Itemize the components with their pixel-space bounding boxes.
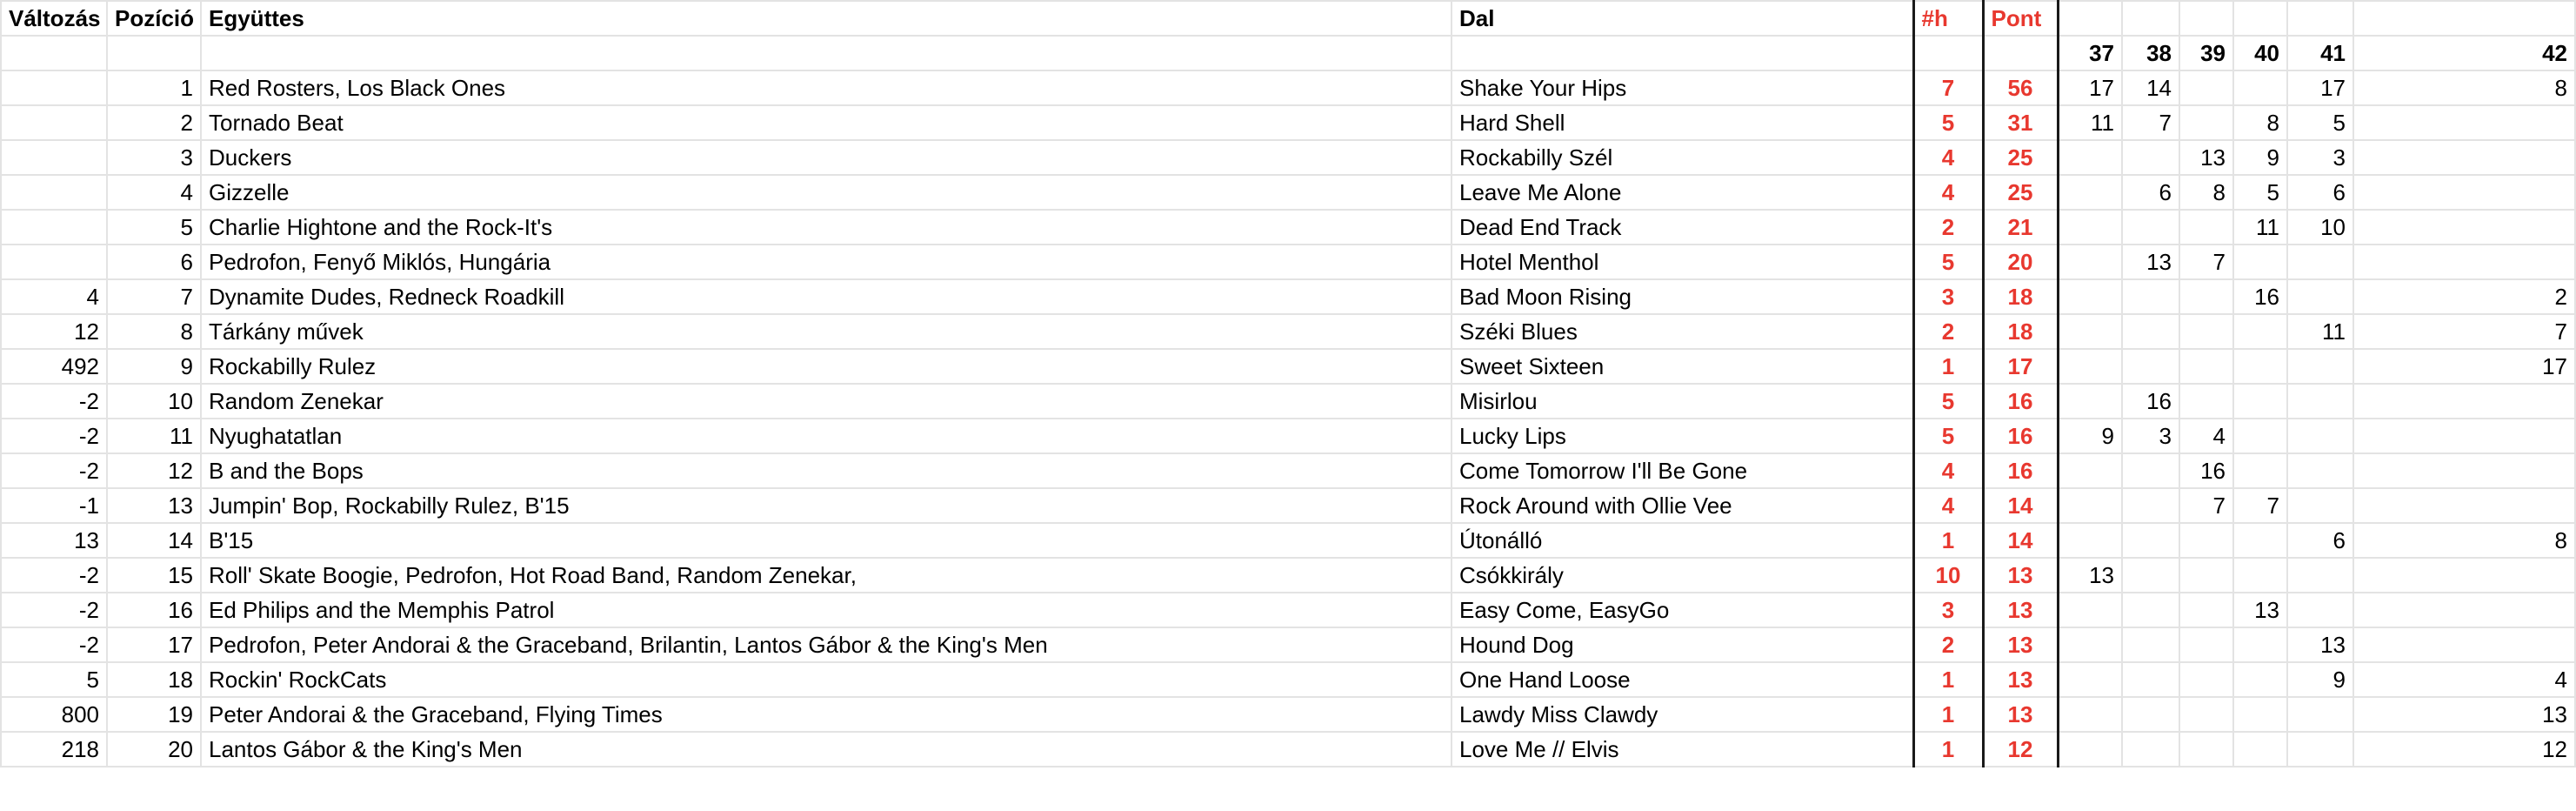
position-cell[interactable]: 14 [107, 523, 201, 558]
week-42-cell[interactable] [2353, 593, 2575, 627]
week-41-cell[interactable]: 6 [2287, 175, 2353, 210]
change-cell[interactable] [1, 175, 107, 210]
points-cell[interactable]: 16 [1983, 453, 2058, 488]
points-cell[interactable]: 18 [1983, 314, 2058, 349]
table-row [1, 210, 2575, 245]
week-39-cell[interactable]: 7 [2179, 488, 2233, 523]
week-40-cell[interactable] [2233, 523, 2287, 558]
week-38-cell[interactable] [2122, 314, 2179, 349]
week-41-cell[interactable] [2287, 558, 2353, 593]
week-38-cell[interactable]: 3 [2122, 419, 2179, 453]
change-cell[interactable]: -2 [1, 384, 107, 419]
week-38-cell[interactable] [2122, 732, 2179, 767]
week-37-cell[interactable] [2058, 175, 2122, 210]
week-38-cell[interactable] [2122, 627, 2179, 662]
week-38-cell[interactable] [2122, 349, 2179, 384]
week-40-cell[interactable] [2233, 558, 2287, 593]
week-39-cell[interactable] [2179, 662, 2233, 697]
header-change[interactable]: Változás [1, 1, 107, 36]
week-37-cell[interactable]: 11 [2058, 105, 2122, 140]
song-cell[interactable]: Hound Dog [1452, 627, 1913, 662]
week-38-cell[interactable]: 7 [2122, 105, 2179, 140]
band-cell[interactable]: Red Rosters, Los Black Ones [201, 70, 1452, 105]
song-cell[interactable]: Bad Moon Rising [1452, 279, 1913, 314]
week-39-cell[interactable] [2179, 70, 2233, 105]
band-cell[interactable]: Jumpin' Bop, Rockabilly Rulez, B'15 [201, 488, 1452, 523]
week-42-cell[interactable] [2353, 105, 2575, 140]
week-39-cell[interactable]: 13 [2179, 140, 2233, 175]
change-cell[interactable]: 4 [1, 279, 107, 314]
week-42-cell[interactable]: 12 [2353, 732, 2575, 767]
hits-cell[interactable]: 4 [1913, 140, 1983, 175]
hits-cell[interactable]: 1 [1913, 732, 1983, 767]
week-37-cell[interactable] [2058, 279, 2122, 314]
points-cell[interactable]: 12 [1983, 732, 2058, 767]
week-37-cell[interactable] [2058, 314, 2122, 349]
hits-cell[interactable]: 5 [1913, 419, 1983, 453]
week-41-cell[interactable] [2287, 245, 2353, 279]
week-38-cell[interactable] [2122, 662, 2179, 697]
position-cell[interactable]: 15 [107, 558, 201, 593]
song-cell[interactable]: Hotel Menthol [1452, 245, 1913, 279]
week-37-cell[interactable] [2058, 523, 2122, 558]
song-cell[interactable]: Dead End Track [1452, 210, 1913, 245]
week-42-cell[interactable] [2353, 627, 2575, 662]
song-cell[interactable]: Come Tomorrow I'll Be Gone [1452, 453, 1913, 488]
week-38-cell[interactable]: 14 [2122, 70, 2179, 105]
week-header-38[interactable]: 38 [2122, 36, 2179, 70]
week-42-cell[interactable]: 2 [2353, 279, 2575, 314]
band-cell[interactable]: Ed Philips and the Memphis Patrol [201, 593, 1452, 627]
week-40-cell[interactable] [2233, 732, 2287, 767]
song-cell[interactable]: Útonálló [1452, 523, 1913, 558]
week-38-cell[interactable]: 13 [2122, 245, 2179, 279]
table-row [1, 279, 2575, 314]
hits-cell[interactable]: 4 [1913, 175, 1983, 210]
points-cell[interactable]: 13 [1983, 558, 2058, 593]
header-band[interactable]: Együttes [201, 1, 1452, 36]
empty-cell[interactable] [1913, 36, 1983, 70]
table-row [1, 523, 2575, 558]
week-header-39[interactable]: 39 [2179, 36, 2233, 70]
week-37-cell[interactable] [2058, 697, 2122, 732]
week-40-cell[interactable] [2233, 349, 2287, 384]
week-39-cell[interactable] [2179, 314, 2233, 349]
empty-cell[interactable] [1, 36, 107, 70]
week-41-cell[interactable]: 6 [2287, 523, 2353, 558]
week-38-cell[interactable]: 16 [2122, 384, 2179, 419]
song-cell[interactable]: Széki Blues [1452, 314, 1913, 349]
song-cell[interactable]: Easy Come, EasyGo [1452, 593, 1913, 627]
hits-cell[interactable]: 3 [1913, 593, 1983, 627]
empty-cell[interactable] [1452, 36, 1913, 70]
week-42-cell[interactable] [2353, 558, 2575, 593]
week-42-cell[interactable]: 17 [2353, 349, 2575, 384]
week-40-cell[interactable]: 11 [2233, 210, 2287, 245]
song-cell[interactable]: Hard Shell [1452, 105, 1913, 140]
position-cell[interactable]: 16 [107, 593, 201, 627]
week-37-cell[interactable] [2058, 488, 2122, 523]
week-40-cell[interactable] [2233, 697, 2287, 732]
points-cell[interactable]: 56 [1983, 70, 2058, 105]
song-cell[interactable]: Rockabilly Szél [1452, 140, 1913, 175]
position-cell[interactable]: 17 [107, 627, 201, 662]
band-cell[interactable]: Duckers [201, 140, 1452, 175]
change-cell[interactable]: 492 [1, 349, 107, 384]
week-39-cell[interactable]: 8 [2179, 175, 2233, 210]
header-row [1, 1, 2575, 36]
hits-cell[interactable]: 10 [1913, 558, 1983, 593]
week-header-37[interactable]: 37 [2058, 36, 2122, 70]
header-empty-cell[interactable] [2287, 1, 2353, 36]
change-cell[interactable]: -2 [1, 558, 107, 593]
change-cell[interactable]: -2 [1, 419, 107, 453]
header-empty-cell[interactable] [2179, 1, 2233, 36]
week-40-cell[interactable] [2233, 245, 2287, 279]
header-points[interactable]: Pont [1983, 1, 2058, 36]
week-39-cell[interactable] [2179, 523, 2233, 558]
change-cell[interactable] [1, 210, 107, 245]
hits-cell[interactable]: 7 [1913, 70, 1983, 105]
points-cell[interactable]: 14 [1983, 523, 2058, 558]
week-39-cell[interactable] [2179, 558, 2233, 593]
week-42-cell[interactable]: 4 [2353, 662, 2575, 697]
week-37-cell[interactable] [2058, 732, 2122, 767]
change-cell[interactable]: 800 [1, 697, 107, 732]
week-37-cell[interactable] [2058, 245, 2122, 279]
week-39-cell[interactable] [2179, 279, 2233, 314]
week-40-cell[interactable]: 8 [2233, 105, 2287, 140]
change-cell[interactable]: 12 [1, 314, 107, 349]
position-cell[interactable]: 11 [107, 419, 201, 453]
week-42-cell[interactable] [2353, 488, 2575, 523]
table-row [1, 453, 2575, 488]
week-header-41[interactable]: 41 [2287, 36, 2353, 70]
song-cell[interactable]: Love Me // Elvis [1452, 732, 1913, 767]
table-row [1, 245, 2575, 279]
header-song[interactable]: Dal [1452, 1, 1913, 36]
week-41-cell[interactable] [2287, 279, 2353, 314]
song-cell[interactable]: One Hand Loose [1452, 662, 1913, 697]
empty-cell[interactable] [201, 36, 1452, 70]
position-cell[interactable]: 1 [107, 70, 201, 105]
week-40-cell[interactable] [2233, 314, 2287, 349]
table-row [1, 175, 2575, 210]
band-cell[interactable]: Nyughatatlan [201, 419, 1452, 453]
points-cell[interactable]: 16 [1983, 384, 2058, 419]
change-cell[interactable] [1, 105, 107, 140]
table-body [1, 1, 2575, 767]
table-row [1, 558, 2575, 593]
points-cell[interactable]: 21 [1983, 210, 2058, 245]
week-42-cell[interactable]: 8 [2353, 523, 2575, 558]
week-42-cell[interactable] [2353, 140, 2575, 175]
position-cell[interactable]: 19 [107, 697, 201, 732]
week-40-cell[interactable] [2233, 453, 2287, 488]
week-41-cell[interactable] [2287, 732, 2353, 767]
week-41-cell[interactable]: 10 [2287, 210, 2353, 245]
position-cell[interactable]: 13 [107, 488, 201, 523]
band-cell[interactable]: Rockin' RockCats [201, 662, 1452, 697]
position-cell[interactable]: 2 [107, 105, 201, 140]
change-cell[interactable] [1, 140, 107, 175]
change-cell[interactable]: 218 [1, 732, 107, 767]
week-40-cell[interactable]: 16 [2233, 279, 2287, 314]
hits-cell[interactable]: 5 [1913, 245, 1983, 279]
week-41-cell[interactable]: 13 [2287, 627, 2353, 662]
week-42-cell[interactable] [2353, 175, 2575, 210]
table-row [1, 349, 2575, 384]
week-42-cell[interactable] [2353, 419, 2575, 453]
points-cell[interactable]: 25 [1983, 140, 2058, 175]
week-39-cell[interactable]: 16 [2179, 453, 2233, 488]
band-cell[interactable]: Pedrofon, Peter Andorai & the Graceband, Brilantin, Lantos Gábor & the King's Men [201, 627, 1452, 662]
change-cell[interactable]: -2 [1, 627, 107, 662]
position-cell[interactable]: 7 [107, 279, 201, 314]
change-cell[interactable]: -2 [1, 453, 107, 488]
points-cell[interactable]: 13 [1983, 627, 2058, 662]
empty-cell[interactable] [107, 36, 201, 70]
week-40-cell[interactable]: 9 [2233, 140, 2287, 175]
week-41-cell[interactable]: 17 [2287, 70, 2353, 105]
band-cell[interactable]: Gizzelle [201, 175, 1452, 210]
change-cell[interactable]: -1 [1, 488, 107, 523]
week-41-cell[interactable] [2287, 593, 2353, 627]
week-39-cell[interactable] [2179, 593, 2233, 627]
week-39-cell[interactable] [2179, 384, 2233, 419]
position-cell[interactable]: 20 [107, 732, 201, 767]
week-39-cell[interactable] [2179, 697, 2233, 732]
table-row [1, 70, 2575, 105]
band-cell[interactable]: Pedrofon, Fenyő Miklós, Hungária [201, 245, 1452, 279]
song-cell[interactable]: Shake Your Hips [1452, 70, 1913, 105]
week-40-cell[interactable] [2233, 384, 2287, 419]
week-40-cell[interactable] [2233, 419, 2287, 453]
week-40-cell[interactable]: 7 [2233, 488, 2287, 523]
table-row [1, 627, 2575, 662]
week-38-cell[interactable] [2122, 697, 2179, 732]
points-cell[interactable]: 13 [1983, 697, 2058, 732]
week-38-cell[interactable] [2122, 488, 2179, 523]
week-37-cell[interactable] [2058, 662, 2122, 697]
hits-cell[interactable]: 1 [1913, 662, 1983, 697]
table-row [1, 732, 2575, 767]
table-row [1, 697, 2575, 732]
band-cell[interactable]: Charlie Hightone and the Rock-It's [201, 210, 1452, 245]
week-42-cell[interactable] [2353, 384, 2575, 419]
table-row [1, 662, 2575, 697]
table-row [1, 314, 2575, 349]
song-cell[interactable]: Sweet Sixteen [1452, 349, 1913, 384]
week-38-cell[interactable] [2122, 210, 2179, 245]
week-39-cell[interactable]: 7 [2179, 245, 2233, 279]
hits-cell[interactable]: 4 [1913, 488, 1983, 523]
week-42-cell[interactable]: 13 [2353, 697, 2575, 732]
points-cell[interactable]: 13 [1983, 593, 2058, 627]
week-number-row [1, 36, 2575, 70]
hits-cell[interactable]: 1 [1913, 349, 1983, 384]
header-hits[interactable]: #h [1913, 1, 1983, 36]
song-cell[interactable]: Misirlou [1452, 384, 1913, 419]
song-cell[interactable]: Leave Me Alone [1452, 175, 1913, 210]
week-41-cell[interactable]: 11 [2287, 314, 2353, 349]
week-38-cell[interactable] [2122, 523, 2179, 558]
points-cell[interactable]: 13 [1983, 662, 2058, 697]
week-37-cell[interactable] [2058, 384, 2122, 419]
position-cell[interactable]: 10 [107, 384, 201, 419]
week-42-cell[interactable]: 8 [2353, 70, 2575, 105]
band-cell[interactable]: Tárkány művek [201, 314, 1452, 349]
empty-cell[interactable] [1983, 36, 2058, 70]
week-41-cell[interactable]: 9 [2287, 662, 2353, 697]
table-row [1, 488, 2575, 523]
week-38-cell[interactable] [2122, 558, 2179, 593]
hits-cell[interactable]: 1 [1913, 523, 1983, 558]
week-header-42[interactable]: 42 [2353, 36, 2575, 70]
week-39-cell[interactable] [2179, 210, 2233, 245]
change-cell[interactable] [1, 70, 107, 105]
hits-cell[interactable]: 5 [1913, 384, 1983, 419]
week-40-cell[interactable]: 13 [2233, 593, 2287, 627]
band-cell[interactable]: B and the Bops [201, 453, 1452, 488]
table-row [1, 593, 2575, 627]
week-41-cell[interactable]: 3 [2287, 140, 2353, 175]
position-cell[interactable]: 6 [107, 245, 201, 279]
week-38-cell[interactable] [2122, 279, 2179, 314]
position-cell[interactable]: 18 [107, 662, 201, 697]
points-cell[interactable]: 20 [1983, 245, 2058, 279]
points-cell[interactable]: 17 [1983, 349, 2058, 384]
week-41-cell[interactable] [2287, 488, 2353, 523]
hits-cell[interactable]: 2 [1913, 314, 1983, 349]
week-37-cell[interactable]: 17 [2058, 70, 2122, 105]
week-40-cell[interactable] [2233, 70, 2287, 105]
table-row [1, 419, 2575, 453]
header-empty-cell[interactable] [2233, 1, 2287, 36]
band-cell[interactable]: Lantos Gábor & the King's Men [201, 732, 1452, 767]
header-empty-cell[interactable] [2122, 1, 2179, 36]
week-38-cell[interactable] [2122, 453, 2179, 488]
week-37-cell[interactable]: 13 [2058, 558, 2122, 593]
week-37-cell[interactable] [2058, 210, 2122, 245]
song-cell[interactable]: Rock Around with Ollie Vee [1452, 488, 1913, 523]
week-41-cell[interactable] [2287, 349, 2353, 384]
position-cell[interactable]: 5 [107, 210, 201, 245]
band-cell[interactable]: Random Zenekar [201, 384, 1452, 419]
week-42-cell[interactable] [2353, 453, 2575, 488]
week-40-cell[interactable]: 5 [2233, 175, 2287, 210]
week-37-cell[interactable] [2058, 140, 2122, 175]
band-cell[interactable]: Dynamite Dudes, Redneck Roadkill [201, 279, 1452, 314]
header-position[interactable]: Pozíció [107, 1, 201, 36]
week-40-cell[interactable] [2233, 627, 2287, 662]
week-38-cell[interactable] [2122, 593, 2179, 627]
week-42-cell[interactable]: 7 [2353, 314, 2575, 349]
week-39-cell[interactable] [2179, 627, 2233, 662]
week-42-cell[interactable] [2353, 245, 2575, 279]
table-row [1, 384, 2575, 419]
week-37-cell[interactable] [2058, 453, 2122, 488]
hits-cell[interactable]: 3 [1913, 279, 1983, 314]
band-cell[interactable]: Tornado Beat [201, 105, 1452, 140]
week-41-cell[interactable] [2287, 697, 2353, 732]
change-cell[interactable] [1, 245, 107, 279]
change-cell[interactable]: 13 [1, 523, 107, 558]
points-cell[interactable]: 31 [1983, 105, 2058, 140]
hits-cell[interactable]: 2 [1913, 210, 1983, 245]
hits-cell[interactable]: 1 [1913, 697, 1983, 732]
position-cell[interactable]: 12 [107, 453, 201, 488]
change-cell[interactable]: 5 [1, 662, 107, 697]
week-41-cell[interactable] [2287, 384, 2353, 419]
points-cell[interactable]: 18 [1983, 279, 2058, 314]
points-cell[interactable]: 14 [1983, 488, 2058, 523]
change-cell[interactable]: -2 [1, 593, 107, 627]
band-cell[interactable]: Peter Andorai & the Graceband, Flying Times [201, 697, 1452, 732]
week-41-cell[interactable]: 5 [2287, 105, 2353, 140]
week-42-cell[interactable] [2353, 210, 2575, 245]
week-39-cell[interactable] [2179, 105, 2233, 140]
hits-cell[interactable]: 5 [1913, 105, 1983, 140]
week-40-cell[interactable] [2233, 662, 2287, 697]
week-41-cell[interactable] [2287, 419, 2353, 453]
week-header-40[interactable]: 40 [2233, 36, 2287, 70]
band-cell[interactable]: Roll' Skate Boogie, Pedrofon, Hot Road Band, Random Zenekar, [201, 558, 1452, 593]
header-empty-cell[interactable] [2353, 1, 2575, 36]
position-cell[interactable]: 4 [107, 175, 201, 210]
position-cell[interactable]: 8 [107, 314, 201, 349]
week-37-cell[interactable] [2058, 593, 2122, 627]
week-37-cell[interactable] [2058, 349, 2122, 384]
header-empty-cell[interactable] [2058, 1, 2122, 36]
band-cell[interactable]: Rockabilly Rulez [201, 349, 1452, 384]
song-cell[interactable]: Lucky Lips [1452, 419, 1913, 453]
points-cell[interactable]: 25 [1983, 175, 2058, 210]
table-row [1, 105, 2575, 140]
week-39-cell[interactable] [2179, 732, 2233, 767]
position-cell[interactable]: 9 [107, 349, 201, 384]
band-cell[interactable]: B'15 [201, 523, 1452, 558]
week-41-cell[interactable] [2287, 453, 2353, 488]
position-cell[interactable]: 3 [107, 140, 201, 175]
hits-cell[interactable]: 4 [1913, 453, 1983, 488]
week-37-cell[interactable]: 9 [2058, 419, 2122, 453]
week-39-cell[interactable]: 4 [2179, 419, 2233, 453]
week-39-cell[interactable] [2179, 349, 2233, 384]
points-cell[interactable]: 16 [1983, 419, 2058, 453]
song-cell[interactable]: Csókkirály [1452, 558, 1913, 593]
table-row [1, 140, 2575, 175]
week-38-cell[interactable] [2122, 140, 2179, 175]
song-cell[interactable]: Lawdy Miss Clawdy [1452, 697, 1913, 732]
week-38-cell[interactable]: 6 [2122, 175, 2179, 210]
hits-cell[interactable]: 2 [1913, 627, 1983, 662]
week-37-cell[interactable] [2058, 627, 2122, 662]
